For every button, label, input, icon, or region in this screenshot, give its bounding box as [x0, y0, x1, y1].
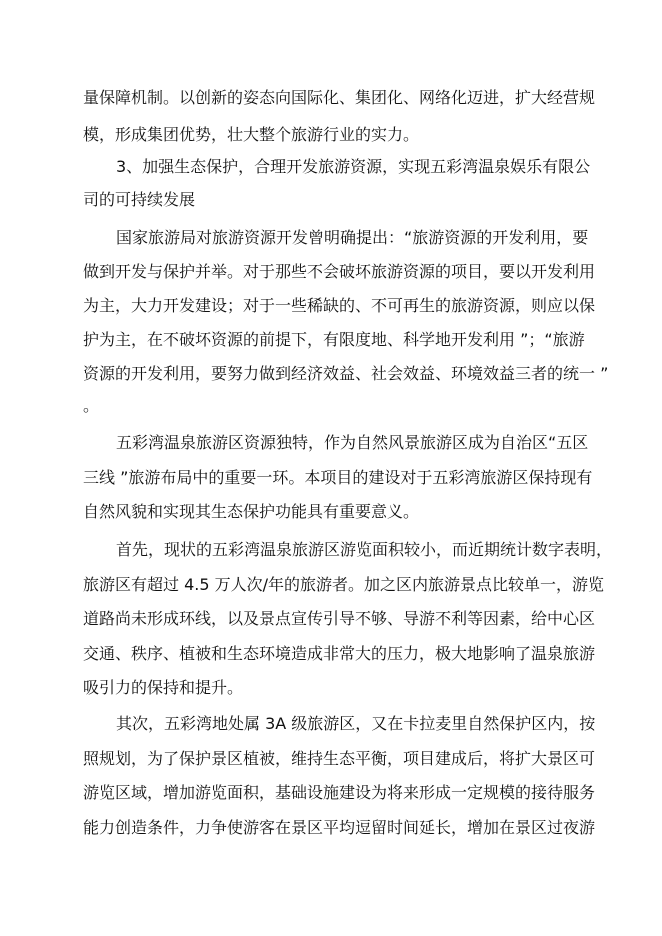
- text-line: 做到开发与保护并举。对于那些不会破坏旅游资源的项目，要以开发利用: [83, 262, 596, 281]
- text-line: 道路尚未形成环线，以及景点宣传引导不够、导游不利等因素，给中心区: [83, 609, 596, 628]
- text-line: 五彩湾温泉旅游区资源独特，作为自然风景旅游区成为自治区“五区: [116, 433, 589, 452]
- text-line: 为主，大力开发建设；对于一些稀缺的、不可再生的旅游资源，则应以保: [83, 296, 596, 315]
- text-line: 旅游区有超过 4.5 万人次/年的旅游者。加之区内旅游景点比较单一，游览: [83, 575, 605, 594]
- text-line: 护为主，在不破坏资源的前提下，有限度地、科学地开发利用 ”；“旅游: [83, 330, 585, 349]
- text-line: 。: [83, 396, 100, 415]
- text-line: 首先，现状的五彩湾温泉旅游区游览面积较小，而近期统计数字表明，: [116, 540, 613, 559]
- section-heading-continuation: 司的可持续发展: [83, 190, 196, 209]
- text-line: 吸引力的保持和提升。: [83, 678, 244, 697]
- section-heading: 3、加强生态保护，合理开发旅游资源，实现五彩湾温泉娱乐有限公: [116, 157, 591, 176]
- text-line: 国家旅游局对旅游资源开发曾明确提出：“旅游资源的开发利用，要: [116, 228, 589, 247]
- text-line: 照规划，为了保护景区植被，维持生态平衡，项目建成后，将扩大景区可: [83, 749, 596, 768]
- text-line: 游览区域，增加游览面积，基础设施建设为将来形成一定规模的接待服务: [83, 783, 596, 802]
- text-line: 其次，五彩湾地处属 3A 级旅游区，又在卡拉麦里自然保护区内，按: [116, 714, 596, 733]
- text-line: 交通、秩序、植被和生态环境造成非常大的压力，极大地影响了温泉旅游: [83, 644, 596, 663]
- text-line: 资源的开发利用，要努力做到经济效益、社会效益、环境效益三者的统一 ”: [83, 364, 609, 383]
- text-line: 量保障机制。以创新的姿态向国际化、集团化、网络化迈进，扩大经营规: [83, 88, 596, 107]
- text-line: 能力创造条件，力争使游客在景区平均逗留时间延长，增加在景区过夜游: [83, 818, 596, 837]
- text-line: 自然风貌和实现其生态保护功能具有重要意义。: [83, 502, 420, 521]
- text-line: 模，形成集团优势，壮大整个旅游行业的实力。: [83, 125, 420, 144]
- text-line: 三线 ”旅游布局中的重要一环。本项目的建设对于五彩湾旅游区保持现有: [83, 468, 593, 487]
